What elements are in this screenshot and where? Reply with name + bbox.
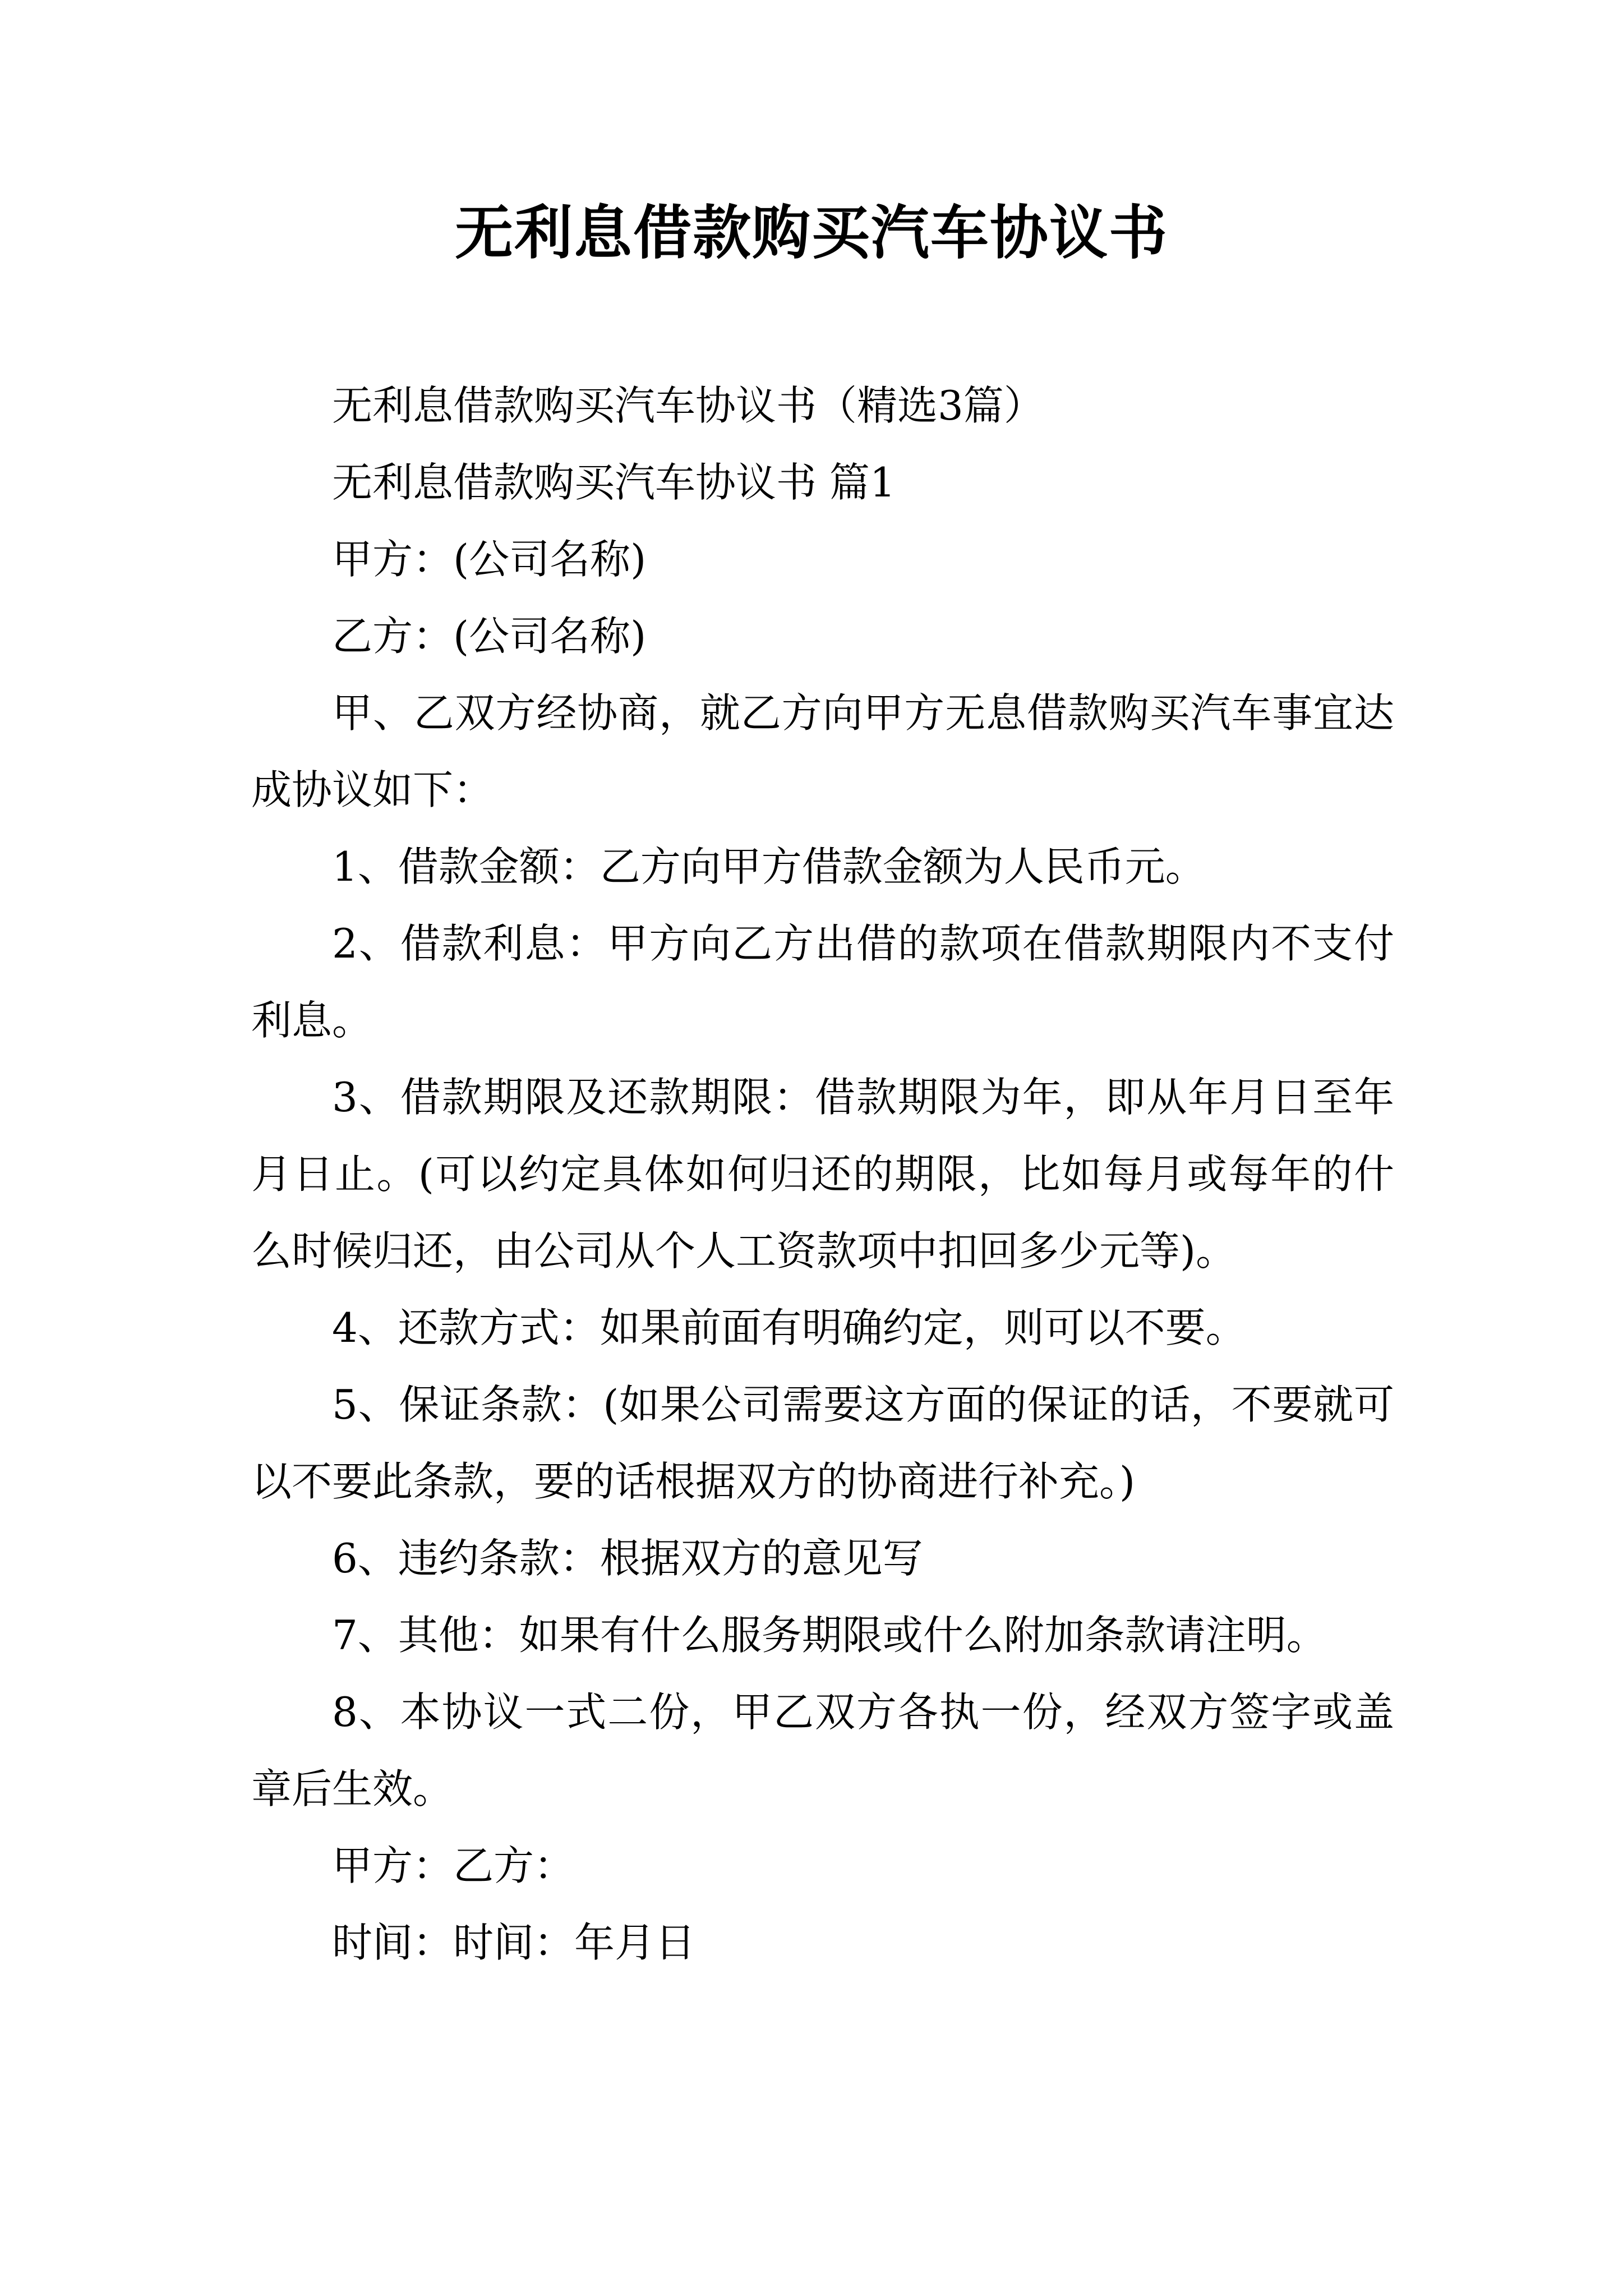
paragraph-section-heading: 无利息借款购买汽车协议书 篇1 — [332, 459, 896, 506]
document-body — [251, 367, 1394, 1981]
clause-7-other: 7、其他：如果有什么服务期限或什么附加条款请注明。 — [332, 1612, 1327, 1659]
clause-5-guarantee: 5、保证条款：(如果公司需要这方面的保证的话，不要就可以不要此条款，要的话根据双方的协商进行补充。) — [251, 1381, 1394, 1505]
clause-2-interest: 2、借款利息：甲方向乙方出借的款项在借款期限内不支付利息。 — [251, 920, 1394, 1044]
paragraph-party-a: 甲方：(公司名称) — [332, 536, 647, 583]
paragraph-preamble: 甲、乙双方经协商，就乙方向甲方无息借款购买汽车事宜达成协议如下： — [251, 689, 1394, 813]
document-title: 无利息借款购买汽车协议书 — [454, 199, 1168, 267]
paragraph-party-b: 乙方：(公司名称) — [332, 613, 647, 660]
clause-8-copies: 8、本协议一式二份，甲乙双方各执一份，经双方签字或盖章后生效。 — [251, 1688, 1394, 1812]
signature-parties: 甲方：乙方： — [332, 1842, 575, 1889]
clause-1-loan-amount: 1、借款金额：乙方向甲方借款金额为人民币元。 — [332, 843, 1206, 890]
paragraph-subtitle: 无利息借款购买汽车协议书（精选3篇） — [332, 382, 1044, 429]
signature-dates: 时间：时间：年月日 — [332, 1919, 696, 1966]
clause-3-term: 3、借款期限及还款期限：借款期限为年，即从年月日至年月日止。(可以约定具体如何归还的期限，比如每月或每年的什么时候归还，由公司从个人工资款项中扣回多少元等)。 — [251, 1074, 1394, 1274]
clause-6-breach: 6、违约条款：根据双方的意见写 — [332, 1535, 923, 1582]
clause-4-repayment: 4、还款方式：如果前面有明确约定，则可以不要。 — [332, 1304, 1246, 1351]
